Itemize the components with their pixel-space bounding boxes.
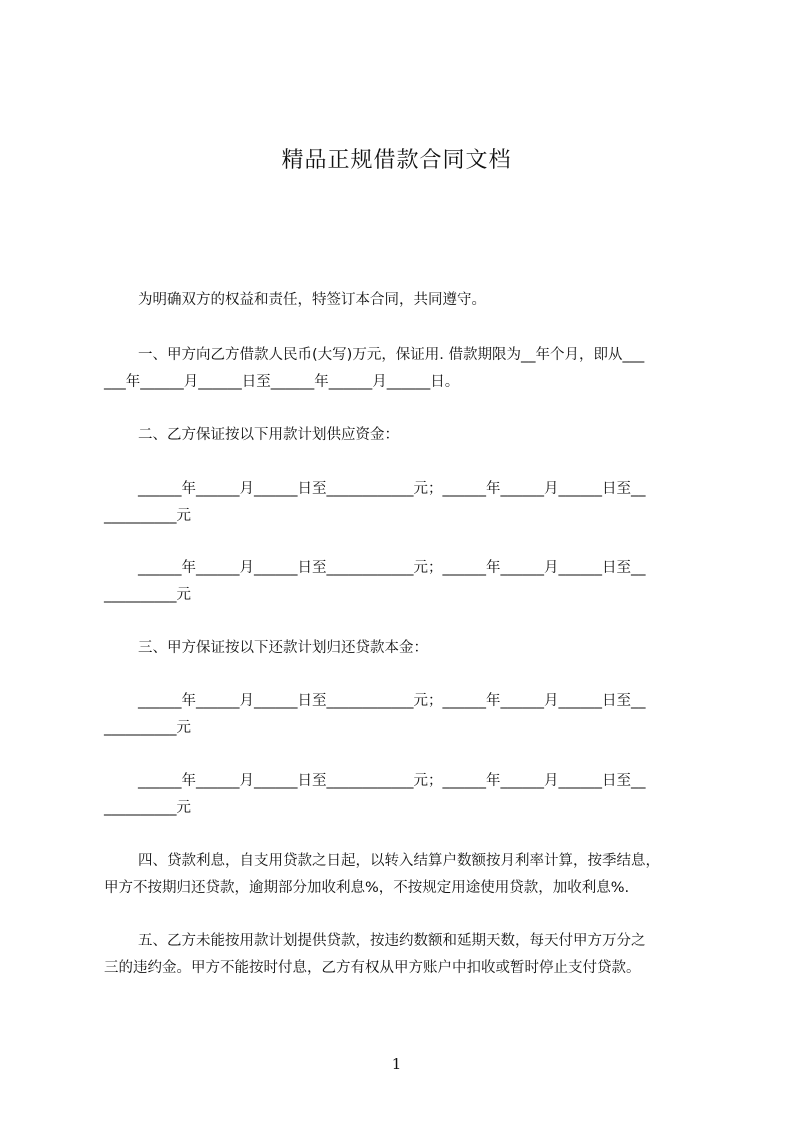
clause-1-line-2: ___年______月______日至______年______月______日。: [104, 374, 460, 390]
clause-3-row-1-line-1: ______年______月______日至____________元；______年______月______日至__: [138, 693, 646, 709]
clause-2-row-1-line-1: ______年______月______日至____________元；______年______月______日至__: [138, 481, 646, 497]
clause-3-row-2-line-1: ______年______月______日至____________元；______年______月______日至__: [138, 773, 646, 789]
clause-2-row-2-line-2: __________元: [104, 587, 191, 603]
clause-4-line-1: 四、贷款利息，自支用贷款之日起，以转入结算户数额按月利率计算，按季结息，: [138, 853, 660, 869]
clause-3-heading: 三、甲方保证按以下还款计划归还贷款本金：: [138, 640, 428, 656]
clause-4-line-2: 甲方不按期归还贷款，逾期部分加收利息%，不按规定用途使用贷款，加收利息%.: [104, 880, 630, 896]
intro-paragraph: 为明确双方的权益和责任，特签订本合同，共同遵守。: [138, 292, 486, 308]
clause-3-row-2-line-2: __________元: [104, 800, 191, 816]
clause-1-line-1: 一、甲方向乙方借款人民币(大写)万元，保证用. 借款期限为__年个月，即从___: [138, 347, 645, 363]
clause-2-row-2-line-1: ______年______月______日至____________元；______年______月______日至__: [138, 560, 646, 576]
clause-3-row-1-line-2: __________元: [104, 720, 191, 736]
clause-2-heading: 二、乙方保证按以下用款计划供应资金：: [138, 427, 399, 443]
clause-2-row-1-line-2: __________元: [104, 508, 191, 524]
clause-5-line-1: 五、乙方未能按用款计划提供贷款，按违约数额和延期天数，每天付甲方万分之: [138, 933, 646, 949]
clause-5-line-2: 三的违约金。甲方不能按时付息，乙方有权从甲方账户中扣收或暂时停止支付贷款。: [104, 960, 641, 976]
document-title: 精品正规借款合同文档: [281, 148, 512, 173]
page-number: 1: [391, 1055, 402, 1073]
